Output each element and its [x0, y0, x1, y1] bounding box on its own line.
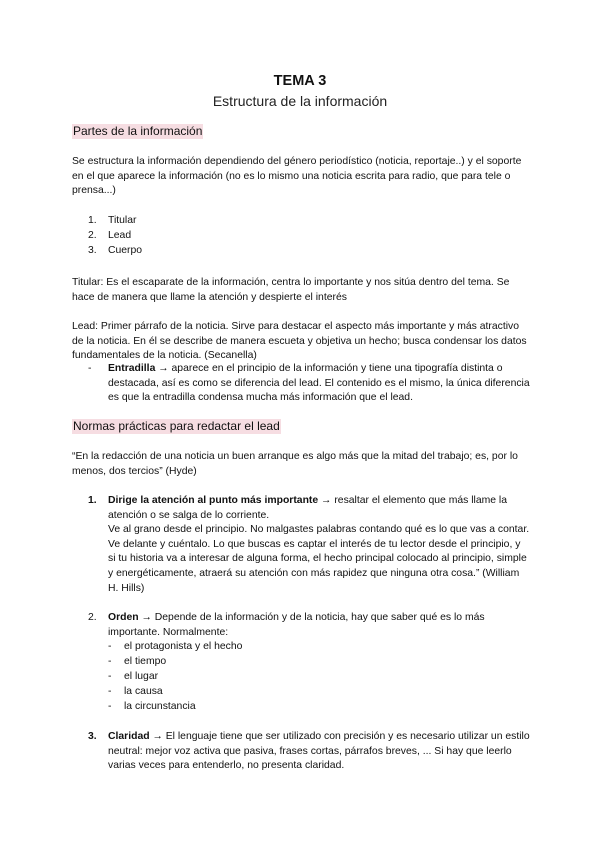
- list-number: 2.: [88, 230, 97, 241]
- bullet-dash: -: [108, 670, 112, 682]
- lead-paragraph: Lead: Primer párrafo de la noticia. Sirve para destacar el aspecto más importante y más atractivo de la noticia. En él se describe de manera escueta y objetiva un hecho; busca condensar los datos fundamentales de la noticia. (Secanella): [72, 321, 527, 362]
- page-title: TEMA 3: [273, 73, 327, 89]
- section-heading-text: Partes de la información: [73, 124, 203, 138]
- norma-item-1: [88, 494, 530, 596]
- norma-item-3: [88, 730, 530, 774]
- entradilla-term: Entradilla: [108, 363, 156, 374]
- item-text: [108, 611, 530, 640]
- item-description: → Depende de la información y de la noticia, hay que saber qué es lo más importante. Normalmente:: [108, 612, 485, 638]
- parts-list: [88, 214, 142, 259]
- list-label: Lead: [108, 230, 132, 241]
- entradilla-text: [108, 362, 530, 406]
- list-number: 1.: [88, 215, 97, 226]
- item-text: [108, 730, 530, 774]
- list-item: [88, 214, 142, 229]
- bullet-dash: -: [108, 656, 112, 668]
- item-description: → El lenguaje tiene que ser utilizado con precisión y es necesario utilizar un estilo neutral: mejor voz activa que pasiva, frases cortas, párrafos breves, ... Si hay que leerlo varias veces para entenderlo, no presenta claridad.: [108, 731, 530, 772]
- bullet-dash: -: [108, 685, 112, 697]
- list-item: [108, 640, 530, 655]
- titular-paragraph: Titular: Es el escaparate de la información, centra lo importante y nos sitúa dentro del tema. Se hace de manera que llame la atención y despierte el interés: [72, 277, 510, 303]
- list-label: el lugar: [124, 670, 159, 682]
- list-item: [108, 670, 530, 685]
- list-label: la circunstancia: [124, 700, 196, 712]
- bullet-dash: -: [108, 700, 112, 712]
- list-label: Cuerpo: [108, 245, 143, 256]
- norma-item-2: [88, 611, 530, 715]
- item-number: 1.: [88, 495, 97, 506]
- list-number: 3.: [88, 245, 97, 256]
- page-subtitle: Estructura de la información: [212, 93, 388, 109]
- list-label: Titular: [108, 215, 137, 226]
- entradilla-description: → aparece en el principio de la información y tiene una tipografía distinta o destacada, así es como se diferencia del lead. El contenido es el mismo, la única diferencia es que la entradilla condensa mucha más información que el lead.: [108, 363, 530, 404]
- item-term: Dirige la atención al punto más importante: [108, 495, 319, 506]
- list-item: [108, 685, 530, 700]
- item-description: → resaltar el elemento que más llame la atención o se salga de lo corriente.: [108, 495, 508, 521]
- item-number: 2.: [88, 612, 97, 623]
- section-heading-normas: [72, 419, 281, 436]
- quote-paragraph: “En la redacción de una noticia un buen arranque es algo más que la mitad del trabajo; es, por lo menos, dos tercios” (Hyde): [72, 451, 518, 477]
- item-term: Claridad: [108, 731, 150, 742]
- item-number: 3.: [88, 731, 97, 742]
- item-term: Orden: [108, 612, 139, 623]
- item-extra-text: Ve al grano desde el principio. No malgastes palabras contando qué es lo que vas a contar. Ve delante y cuéntalo. Lo que buscas es captar el interés de tu lector desde el principio, y si tu historia va a interesar de alguna forma, el hecho principal colocado al principio, simple y energéticamente, atraerá su atención con más rapidez que ninguna otra cosa.” (William H. Hills): [108, 524, 530, 594]
- section-heading-text: Normas prácticas para redactar el lead: [73, 419, 280, 433]
- list-item: [108, 700, 530, 715]
- entradilla-item: [88, 362, 530, 406]
- item-text: [108, 494, 530, 523]
- intro-paragraph: Se estructura la información dependiendo del género periodístico (noticia, reportaje..) y el soporte en el que aparece la información (no es lo mismo una noticia escrita para radio, que para tele o prensa...): [72, 156, 522, 197]
- bullet-dash: -: [108, 641, 112, 653]
- list-label: el protagonista y el hecho: [124, 641, 243, 653]
- section-heading-partes: [72, 124, 203, 141]
- list-item: [88, 229, 142, 244]
- list-item: [88, 244, 142, 259]
- list-label: el tiempo: [124, 656, 167, 668]
- order-sublist: [108, 640, 530, 714]
- list-label: la causa: [124, 685, 163, 697]
- list-item: [108, 655, 530, 670]
- bullet-dash: -: [88, 363, 92, 374]
